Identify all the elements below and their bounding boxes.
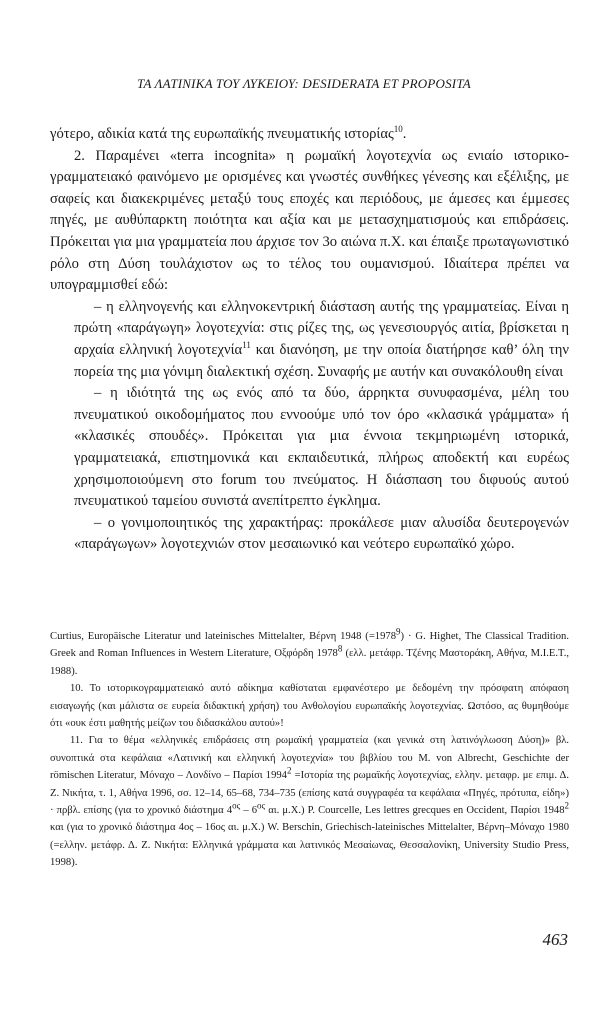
footnote-11: 11. Για το θέμα «ελληνικές επιδράσεις στη ρωμαϊκή γραμματεία (και γενικά στη λατινόγλωσση Δύση)» βλ. συνοπτικά στα κεφάλαια «Λατινική και ελληνική λογοτεχνία» του βιβλίου του M. von Albrecht, Geschichte der römischen Literatur, Μόναχο – Λονδίνο – Παρίσι $1994^2 =I\sigma\tau o\rho ί\alpha$ της ρωμαϊκής λογοτεχνίας, ελλην. μεταφρ. με επιμ. Δ. Ζ. Νικήτα, τ. 1, Αθήνα 1996, σσ. 12–14, 65–68, 734–735 (επίσης κατά συγγραφέα τα κεφάλαια «Πηγές, πρότυπα, είδη») · πρβλ. επίσης (για το χρονικό διάστημα $4^{o\varsigma} - 6^{o\varsigma}$ αι. μ.Χ.) P. Courcelle, Les lettres grecques en Occident, Παρίσι 1948$^2$ και (για το χρονικό διάστημα 4ος – 16ος αι. μ.Χ.) W. Berschin, Griechisch-lateinisches Mittelalter, Βέρνη–Μόναχο 1980 (=ελλην. μετάφρ. Δ. Ζ. Νικήτα: Ελληνικά γράμματα και λατινικός Μεσαίωνας, Θεσσαλονίκη, University Studio Press, 1998). [50,735,570,869]
paragraph-2: 2. Παραμένει «terra incognita» η ρωμαϊκή λογοτεχνία ως ενιαίο ιστορικογραμματειακό φαινόμενο με ορισμένες και γνωστές συνθήκες γένεσης και εξέλιξης, με σαφείς και διακεκριμένες μεταξύ τους εποχές και περιόδους, με άμεσες και έμμεσες πηγές, με αυθύπαρκτη ποιότητα και αξία και με μετασχηματισμούς και επιδράσεις. Πρόκειται για μια γραμματεία που άρχισε τον 3ο αιώνα π.Χ. και έπαιξε πρωταγωνιστικό ρόλο στη Δύση τουλάχιστον ως το τέλος του ουμανισμού. Ιδιαίτερα πρέπει να υπογραμμισθεί εδώ: [50,147,569,294]
paragraph-continuation: γότερο, αδικία κατά της ευρωπαϊκής πνευματικής ιστορίας$^{10}$. [50,124,407,142]
footnote-continuation: Curtius, Europäische Literatur und lateinisches Mittelalter, Βέρνη 1948 $(=1978^9) \cdot G$. Highet, The Classical Tradition. Greek and Roman Influences in Western Literature, Οξφόρδη 1978$^8$ (ελλ. μετάφρ. Τζένης Μαστοράκη, Αθήνα, Μ.Ι.Ε.Τ., 1988). [50,626,569,677]
list-item-2: – η ιδιότητά της ως ενός από τα δύο, άρρηκτα συνυφασμένα, μέλη του πνευματικού οικοδομήματος που εννοούμε υπό τον όρο «κλασικά γράμματα» ή «κλασικές σπουδές». Πρόκειται για μια έννοια τεκμηριωμένη ιστορικά, γραμματειακά, επιστημονικά και εκπαιδευτικά, πλήρως αποδεκτή και ευρέως χρησιμοποιούμενη στο forum του πνεύματος. Η διάσπαση του διφυούς αυτού πνευματικού ταμείου συνιστά ανεπίτρεπτο έγκλημα. [74,385,569,510]
footnote-10: 10. Το ιστορικογραμματειακό αυτό αδίκημα καθίσταται εμφανέστερο με δεδομένη την πρόσφατη απόφαση εισαγωγής (και μάλιστα σε ευρεία διδακτική χρήση) του Ανθολογίου ευρωπαϊκής λογοτεχνίας. Ωστόσο, ας θυμηθούμε ότι «ουκ έστι μαθητής μείζων του διδασκάλου αυτού»! [50,683,569,730]
running-header: ΤΑ ΛΑΤΙΝΙΚΑ ΤΟΥ ΛΥΚΕΙΟΥ: DESIDERATA ET PROPOSITA [137,76,471,91]
page-number: 463 [542,930,568,949]
list-item-3: – ο γονιμοποιητικός της χαρακτήρας: προκάλεσε μιαν αλυσίδα δευτερογενών «παράγωγων» λογοτεχνιών στον μεσαιωνικό και νεότερο ευρωπαϊκό χώρο. [74,514,569,553]
main-text [50,124,569,556]
footnotes [50,628,569,872]
list-item-1: – η ελληνογενής και ελληνοκεντρική διάσταση αυτής της γραμματείας. Είναι η πρώτη «παράγωγη» λογοτεχνία: στις ρίζες της, ως γενεσιουργός αιτία, βρίσκεται η αρχαία ελληνική λογοτεχνία$^{11}$ και διανόηση, με την οποία διατήρησε καθ’ όλη την πορεία της μια γόνιμη διαλεκτική σχέση. Συναφής με αυτήν και συνακόλουθη είναι [74,298,570,380]
footnote-ref-10: 10 [393,124,403,135]
footnote-ref-11: 11 [242,340,251,351]
